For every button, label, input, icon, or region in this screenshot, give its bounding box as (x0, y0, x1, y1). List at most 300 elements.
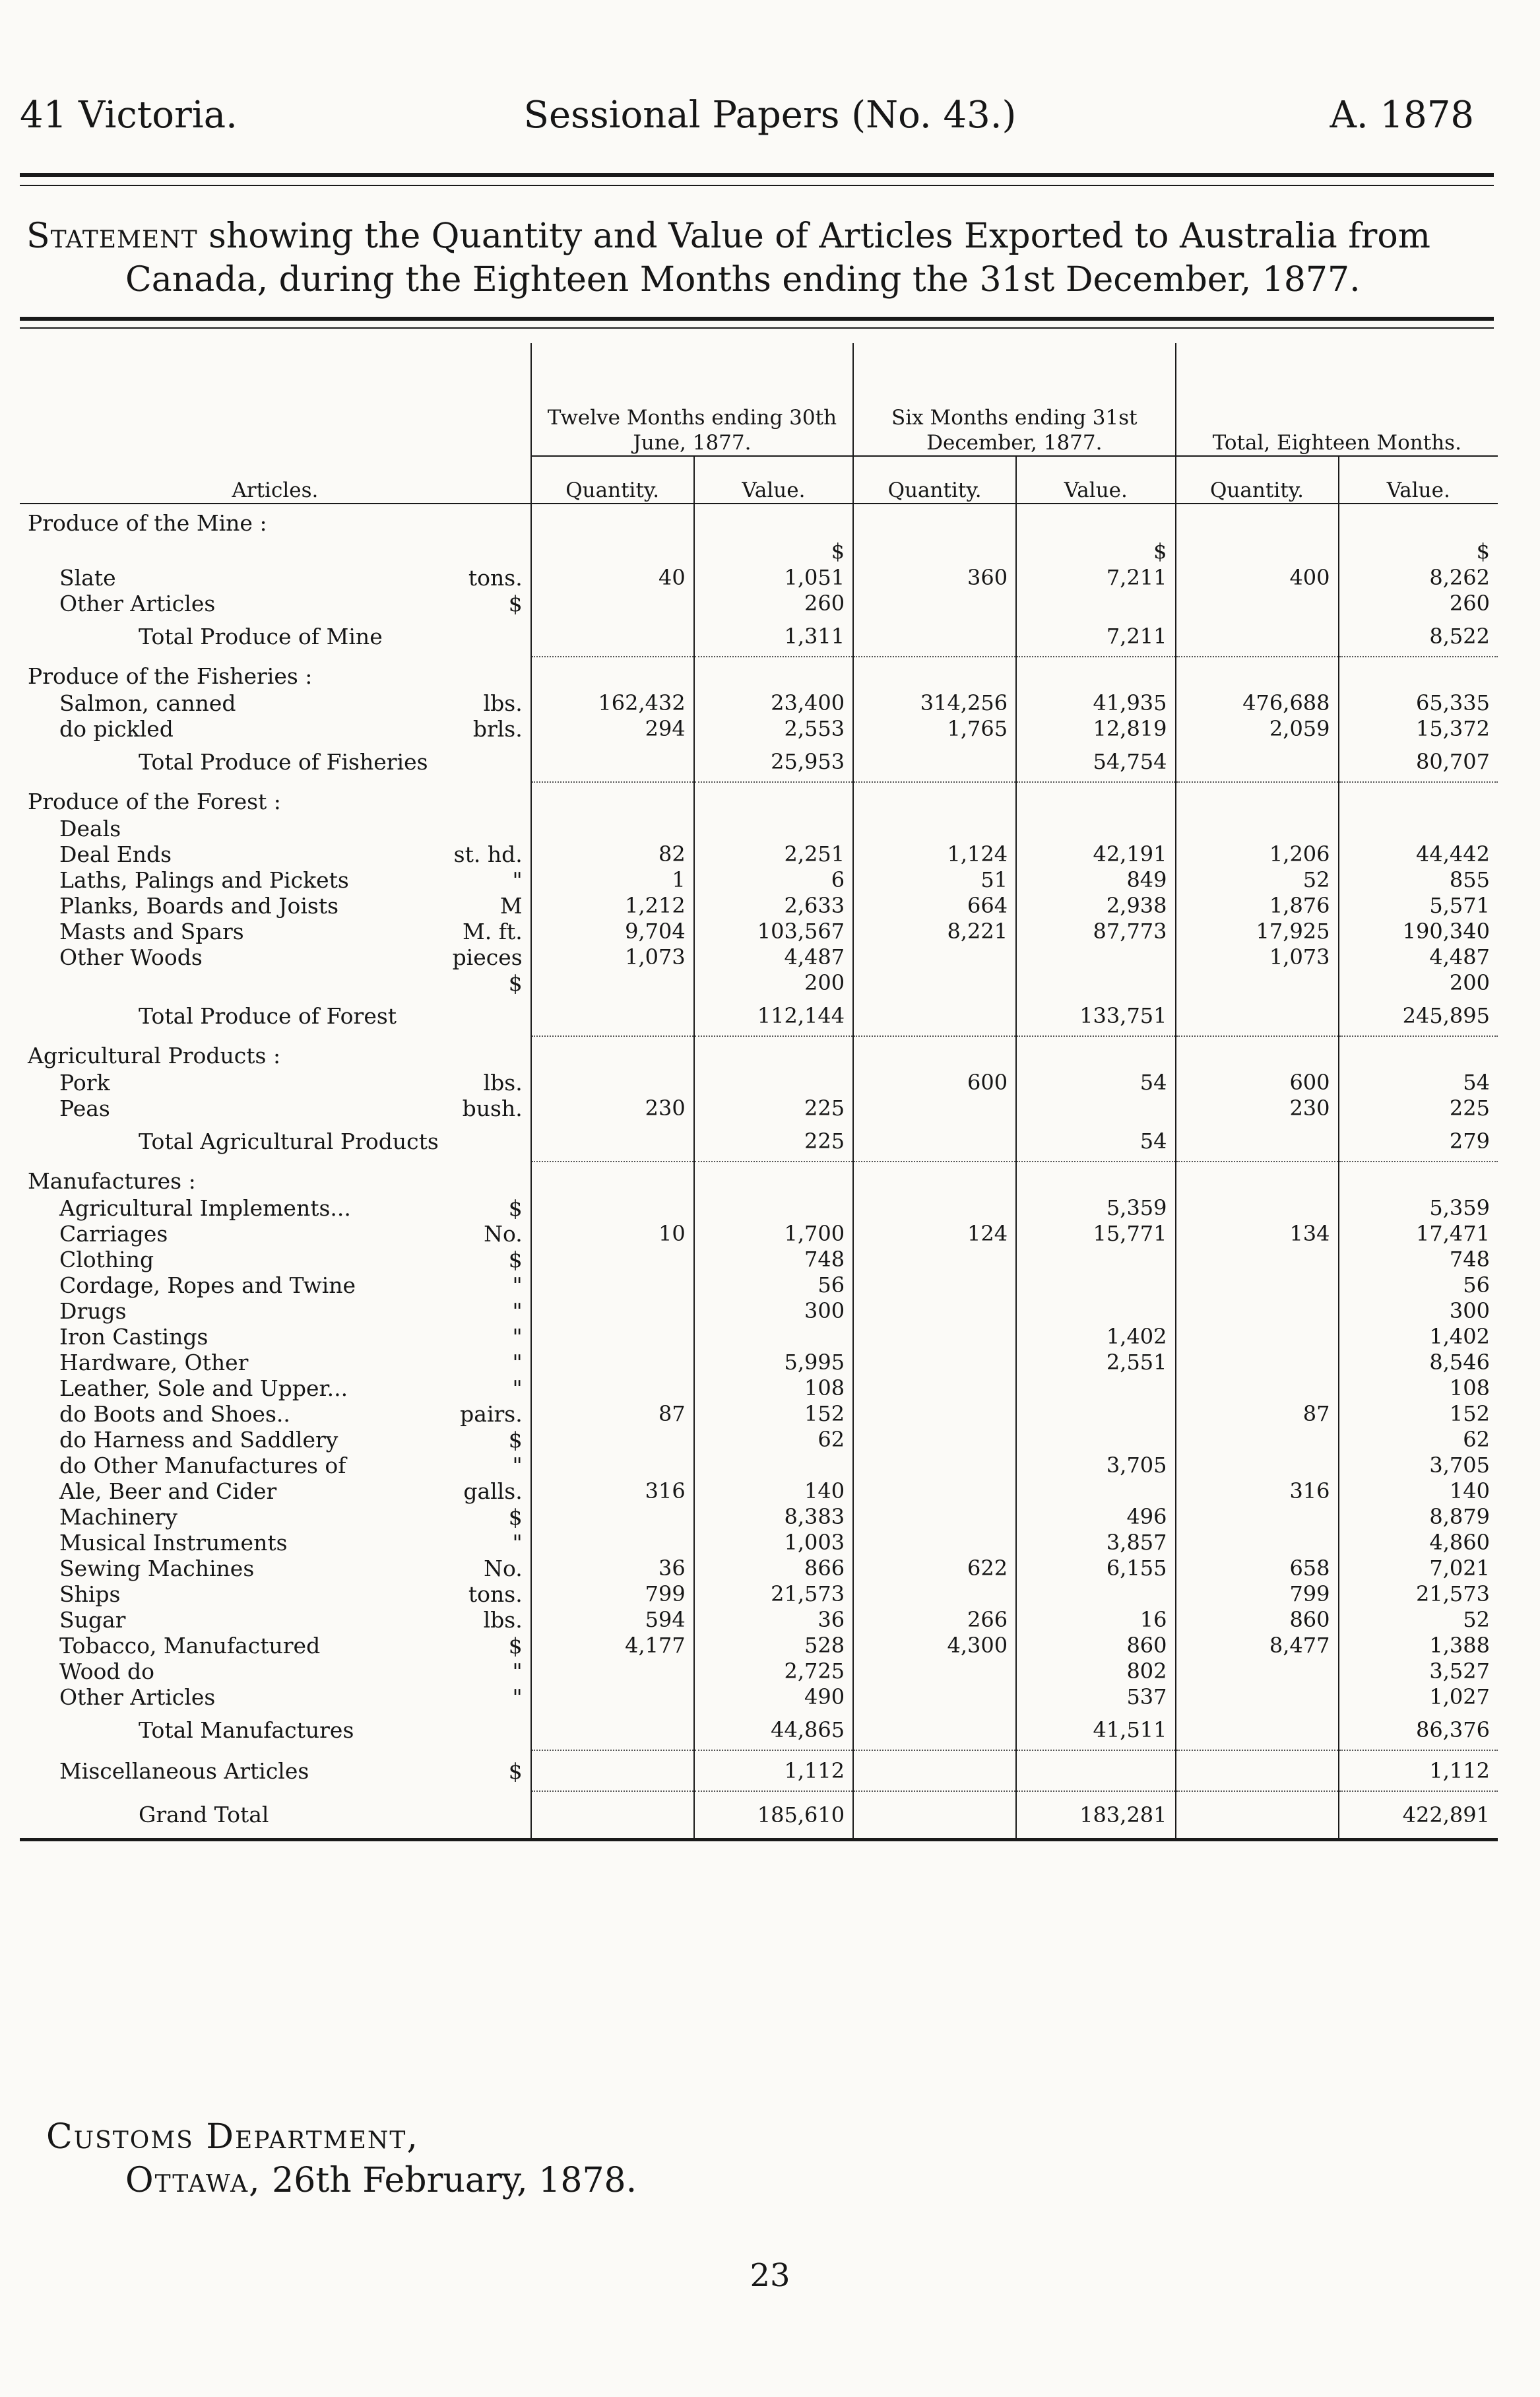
table-row (20, 716, 1498, 742)
article-cell (20, 616, 531, 657)
value-cell: 140 (1339, 1478, 1498, 1504)
value-cell (694, 1453, 853, 1478)
value-cell: 52 (1339, 1607, 1498, 1633)
quantity-cell (1176, 591, 1339, 616)
quantity-cell: 36 (531, 1556, 694, 1581)
quantity-cell (531, 537, 694, 565)
article-label: Miscellaneous Articles (59, 1758, 309, 1784)
quantity-cell (853, 1247, 1016, 1272)
value-cell: 225 (694, 1096, 853, 1121)
article-cell (20, 893, 531, 919)
article-label: Hardware, Other (59, 1350, 249, 1375)
value-cell: 3,705 (1016, 1453, 1175, 1478)
quantity-cell (1176, 1427, 1339, 1453)
value-cell: 490 (694, 1684, 853, 1710)
value-cell (694, 504, 853, 537)
table-row (20, 1453, 1498, 1478)
quantity-cell (853, 537, 1016, 565)
unit-label: " (512, 1272, 523, 1298)
quantity-cell: 266 (853, 1607, 1016, 1633)
quantity-cell: 1,206 (1176, 841, 1339, 867)
quantity-header: Quantity. (531, 456, 694, 504)
quantity-cell (531, 1298, 694, 1324)
article-label: Total Agricultural Products (139, 1129, 439, 1154)
value-cell: 855 (1339, 867, 1498, 893)
quantity-cell: 124 (853, 1221, 1016, 1247)
quantity-cell: 799 (531, 1581, 694, 1607)
value-cell: 16 (1016, 1607, 1175, 1633)
unit-label: $ (508, 970, 523, 996)
value-cell: 1,388 (1339, 1633, 1498, 1658)
value-cell: 1,311 (694, 616, 853, 657)
quantity-cell (531, 996, 694, 1036)
article-cell (20, 591, 531, 616)
value-cell (1016, 970, 1175, 996)
value-cell (1339, 657, 1498, 690)
value-cell (1339, 816, 1498, 841)
quantity-cell: 8,477 (1176, 1633, 1339, 1658)
unit-label: $ (508, 1195, 523, 1221)
quantity-cell (853, 1401, 1016, 1427)
value-cell: 4,487 (1339, 944, 1498, 970)
article-cell (20, 1504, 531, 1530)
quantity-cell (531, 1247, 694, 1272)
article-cell (20, 1684, 531, 1710)
quantity-cell: 51 (853, 867, 1016, 893)
value-cell: 152 (1339, 1401, 1498, 1427)
unit-label: M (499, 893, 523, 919)
quantity-cell (853, 1658, 1016, 1684)
quantity-cell (1176, 742, 1339, 782)
quantity-cell (1176, 1298, 1339, 1324)
unit-label: st. hd. (453, 841, 523, 867)
unit-label: lbs. (483, 690, 523, 716)
article-label: Grand Total (139, 1802, 269, 1827)
quantity-cell (853, 970, 1016, 996)
value-cell: 65,335 (1339, 690, 1498, 716)
quantity-cell (853, 1791, 1016, 1840)
value-cell (1339, 1162, 1498, 1195)
article-cell (20, 867, 531, 893)
quantity-cell: 87 (1176, 1401, 1339, 1427)
article-cell (20, 1298, 531, 1324)
article-label: Produce of the Mine : (28, 510, 267, 536)
article-cell (20, 1272, 531, 1298)
unit-label: pieces (452, 944, 523, 970)
value-cell: 54,754 (1016, 742, 1175, 782)
table-row (20, 565, 1498, 591)
value-cell: 7,211 (1016, 616, 1175, 657)
quantity-cell (531, 1427, 694, 1453)
quantity-cell: 1,124 (853, 841, 1016, 867)
table-row (20, 1581, 1498, 1607)
value-cell: 21,573 (694, 1581, 853, 1607)
value-cell: 56 (694, 1272, 853, 1298)
value-cell: 1,700 (694, 1221, 853, 1247)
value-cell (1016, 1247, 1175, 1272)
value-cell: 2,938 (1016, 893, 1175, 919)
quantity-cell (1176, 1453, 1339, 1478)
value-cell: 2,553 (694, 716, 853, 742)
unit-label: " (512, 1684, 523, 1710)
value-cell: 41,511 (1016, 1710, 1175, 1750)
value-cell: 225 (1339, 1096, 1498, 1121)
value-cell: 140 (694, 1478, 853, 1504)
running-header (0, 92, 1540, 152)
quantity-cell (1176, 1710, 1339, 1750)
value-cell: 21,573 (1339, 1581, 1498, 1607)
table-row (20, 1607, 1498, 1633)
quantity-cell (853, 1453, 1016, 1478)
article-label: Wood do (59, 1658, 155, 1684)
value-cell (1016, 1581, 1175, 1607)
unit-label: galls. (463, 1478, 523, 1504)
unit-label: M. ft. (462, 919, 523, 944)
header-rule (20, 173, 1494, 177)
value-cell: 802 (1016, 1658, 1175, 1684)
quantity-cell (531, 1504, 694, 1530)
article-cell (20, 1453, 531, 1478)
value-cell (1016, 1162, 1175, 1195)
value-cell (1339, 504, 1498, 537)
article-cell (20, 1530, 531, 1556)
quantity-cell (1176, 1162, 1339, 1195)
section-row (20, 657, 1498, 690)
quantity-header: Quantity. (853, 456, 1016, 504)
value-cell: 5,995 (694, 1350, 853, 1375)
quantity-cell: 316 (531, 1478, 694, 1504)
quantity-cell (1176, 1750, 1339, 1791)
value-cell: 54 (1016, 1121, 1175, 1162)
article-cell (20, 1324, 531, 1350)
article-label: Tobacco, Manufactured (59, 1633, 321, 1658)
quantity-cell: 360 (853, 565, 1016, 591)
section-row (20, 1036, 1498, 1070)
quantity-cell (531, 504, 694, 537)
table-row (20, 1401, 1498, 1427)
value-cell: 6,155 (1016, 1556, 1175, 1581)
value-cell (694, 657, 853, 690)
value-cell: 80,707 (1339, 742, 1498, 782)
unit-label: $ (508, 591, 523, 616)
article-label: Deals (59, 816, 121, 841)
value-cell: 2,725 (694, 1658, 853, 1684)
value-cell (694, 1036, 853, 1070)
quantity-cell (1176, 1791, 1339, 1840)
quantity-cell: 82 (531, 841, 694, 867)
value-cell: 1,027 (1339, 1684, 1498, 1710)
value-cell: 54 (1339, 1070, 1498, 1096)
quantity-cell (531, 1195, 694, 1221)
article-label: Total Produce of Mine (139, 624, 383, 649)
article-cell (20, 1791, 531, 1840)
unit-label: " (512, 867, 523, 893)
quantity-cell (853, 1036, 1016, 1070)
quantity-cell: 658 (1176, 1556, 1339, 1581)
value-cell: 537 (1016, 1684, 1175, 1710)
table-row (20, 690, 1498, 716)
article-label: Produce of the Fisheries : (28, 663, 313, 689)
quantity-cell: 1,073 (1176, 944, 1339, 970)
header-year: A. 1878 (1330, 94, 1474, 137)
article-cell (20, 1096, 531, 1121)
value-cell (694, 816, 853, 841)
quantity-cell (853, 1298, 1016, 1324)
quantity-cell: 230 (1176, 1096, 1339, 1121)
value-cell (1016, 816, 1175, 841)
value-cell: 1,112 (1339, 1750, 1498, 1791)
quantity-cell (853, 816, 1016, 841)
quantity-cell (853, 944, 1016, 970)
value-cell (694, 1195, 853, 1221)
quantity-cell (853, 1162, 1016, 1195)
value-cell (1016, 1272, 1175, 1298)
table-row (20, 816, 1498, 841)
value-cell: 6 (694, 867, 853, 893)
article-cell (20, 1607, 531, 1633)
page-number: 23 (750, 2257, 790, 2294)
quantity-cell (853, 1375, 1016, 1401)
article-label: Pork (59, 1070, 110, 1096)
value-cell (1016, 1427, 1175, 1453)
value-cell: 2,633 (694, 893, 853, 919)
article-label: do pickled (59, 716, 174, 742)
article-label: Deal Ends (59, 841, 172, 867)
quantity-cell (531, 1070, 694, 1096)
value-cell: 1,402 (1016, 1324, 1175, 1350)
unit-label: tons. (468, 565, 523, 591)
value-header: Value. (694, 456, 853, 504)
article-cell (20, 565, 531, 591)
value-cell: $ (1339, 537, 1498, 565)
statement-title (26, 214, 1491, 302)
quantity-cell: 52 (1176, 867, 1339, 893)
article-label: Other Articles (59, 1684, 216, 1710)
table-row (20, 1684, 1498, 1710)
table-row (20, 1530, 1498, 1556)
value-cell: 62 (694, 1427, 853, 1453)
value-cell: 183,281 (1016, 1791, 1175, 1840)
article-label: Agricultural Implements... (59, 1195, 351, 1221)
quantity-cell (531, 1036, 694, 1070)
article-label: Masts and Spars (59, 919, 244, 944)
quantity-cell (531, 1272, 694, 1298)
unit-label: " (512, 1350, 523, 1375)
title-line-2: Canada, during the Eighteen Months ending the 31st December, 1877. (125, 260, 1361, 300)
value-cell: 41,935 (1016, 690, 1175, 716)
value-cell: 200 (1339, 970, 1498, 996)
total-row (20, 616, 1498, 657)
quantity-cell: 17,925 (1176, 919, 1339, 944)
article-cell (20, 1070, 531, 1096)
value-cell: 300 (694, 1298, 853, 1324)
article-label: Total Produce of Forest (139, 1003, 397, 1029)
quantity-cell (531, 591, 694, 616)
quantity-cell (853, 1121, 1016, 1162)
unit-label: " (512, 1298, 523, 1324)
value-cell (694, 1070, 853, 1096)
value-cell: 3,705 (1339, 1453, 1498, 1478)
value-cell: 200 (694, 970, 853, 996)
value-cell (694, 782, 853, 816)
table-row (20, 1096, 1498, 1121)
value-cell (694, 1324, 853, 1350)
quantity-cell (853, 504, 1016, 537)
title-rule (20, 317, 1494, 321)
article-cell (20, 1350, 531, 1375)
value-cell: 87,773 (1016, 919, 1175, 944)
quantity-cell (853, 616, 1016, 657)
value-cell (1339, 1036, 1498, 1070)
total-row (20, 996, 1498, 1036)
table-row (20, 1350, 1498, 1375)
value-cell: 86,376 (1339, 1710, 1498, 1750)
value-cell: 36 (694, 1607, 853, 1633)
place-date (46, 2159, 637, 2202)
value-cell: 422,891 (1339, 1791, 1498, 1840)
value-cell: 866 (694, 1556, 853, 1581)
table-row (20, 1298, 1498, 1324)
table-row (20, 591, 1498, 616)
value-cell: 7,021 (1339, 1556, 1498, 1581)
value-cell: 112,144 (694, 996, 853, 1036)
quantity-cell (1176, 1247, 1339, 1272)
quantity-cell (531, 1750, 694, 1791)
table-row (20, 1375, 1498, 1401)
quantity-cell (1176, 1272, 1339, 1298)
value-cell: $ (1016, 537, 1175, 565)
quantity-cell (531, 1375, 694, 1401)
signature-block (46, 2115, 637, 2202)
quantity-cell (853, 1750, 1016, 1791)
quantity-cell: 1 (531, 867, 694, 893)
quantity-cell: 1,876 (1176, 893, 1339, 919)
quantity-cell (1176, 1324, 1339, 1350)
quantity-cell: 9,704 (531, 919, 694, 944)
article-label: Planks, Boards and Joists (59, 893, 339, 919)
title-line-1: showing the Quantity and Value of Articles Exported to Australia from (209, 216, 1430, 256)
quantity-cell: 1,073 (531, 944, 694, 970)
article-cell (20, 970, 531, 996)
quantity-cell: 10 (531, 1221, 694, 1247)
article-cell (20, 1581, 531, 1607)
article-label: Cordage, Ropes and Twine (59, 1272, 356, 1298)
quantity-cell (853, 657, 1016, 690)
article-label: Peas (59, 1096, 110, 1121)
article-label: Total Produce of Fisheries (139, 749, 428, 775)
value-cell: 300 (1339, 1298, 1498, 1324)
table-row (20, 841, 1498, 867)
unit-label: tons. (468, 1581, 523, 1607)
unit-label: " (512, 1453, 523, 1478)
quantity-cell (853, 1096, 1016, 1121)
value-cell (1016, 944, 1175, 970)
value-cell: 860 (1016, 1633, 1175, 1658)
value-cell: 496 (1016, 1504, 1175, 1530)
quantity-cell: 799 (1176, 1581, 1339, 1607)
quantity-cell: 87 (531, 1401, 694, 1427)
article-cell (20, 1162, 531, 1195)
value-cell: 5,571 (1339, 893, 1498, 919)
value-cell: 1,402 (1339, 1324, 1498, 1350)
article-cell (20, 1036, 531, 1070)
table-row (20, 1633, 1498, 1658)
article-cell (20, 841, 531, 867)
table-row (20, 1070, 1498, 1096)
department-name: Customs Department, (46, 2117, 419, 2157)
article-label: Ale, Beer and Cider (59, 1478, 277, 1504)
quantity-cell (853, 1581, 1016, 1607)
value-cell (1016, 1036, 1175, 1070)
article-cell (20, 1750, 531, 1791)
value-cell (1016, 1096, 1175, 1121)
value-cell: 15,771 (1016, 1221, 1175, 1247)
article-label: Agricultural Products : (28, 1043, 281, 1068)
unit-label: $ (508, 1247, 523, 1272)
value-cell: 44,865 (694, 1710, 853, 1750)
table-row (20, 1504, 1498, 1530)
article-cell (20, 996, 531, 1036)
grand-total-row (20, 1791, 1498, 1840)
quantity-cell (853, 1504, 1016, 1530)
value-cell: 44,442 (1339, 841, 1498, 867)
value-cell: 56 (1339, 1272, 1498, 1298)
value-cell: 849 (1016, 867, 1175, 893)
article-cell (20, 1710, 531, 1750)
total-row (20, 1121, 1498, 1162)
article-label: Leather, Sole and Upper... (59, 1375, 348, 1401)
value-cell (1016, 1478, 1175, 1504)
table-row (20, 1478, 1498, 1504)
value-header: Value. (1339, 456, 1498, 504)
table-row (20, 1272, 1498, 1298)
article-label: Laths, Palings and Pickets (59, 867, 349, 893)
article-label: Machinery (59, 1504, 177, 1530)
quantity-cell (1176, 782, 1339, 816)
quantity-cell (853, 996, 1016, 1036)
quantity-cell (853, 1427, 1016, 1453)
articles-header: Articles. (20, 343, 531, 504)
article-label: Produce of the Forest : (28, 789, 281, 814)
quantity-cell: 600 (1176, 1070, 1339, 1096)
quantity-cell (853, 742, 1016, 782)
article-cell (20, 1401, 531, 1427)
value-cell: 4,487 (694, 944, 853, 970)
quantity-cell (531, 782, 694, 816)
twelve-months-header: Twelve Months ending 30th June, 1877. (531, 343, 853, 456)
quantity-cell (1176, 657, 1339, 690)
section-row (20, 1162, 1498, 1195)
quantity-cell: 40 (531, 565, 694, 591)
quantity-cell: 664 (853, 893, 1016, 919)
quantity-cell: 294 (531, 716, 694, 742)
article-cell (20, 1556, 531, 1581)
table-row (20, 919, 1498, 944)
quantity-cell (531, 1791, 694, 1840)
value-cell: 185,610 (694, 1791, 853, 1840)
value-cell: 4,860 (1339, 1530, 1498, 1556)
quantity-cell (1176, 1658, 1339, 1684)
value-cell: 152 (694, 1401, 853, 1427)
quantity-cell (531, 1710, 694, 1750)
quantity-cell: 622 (853, 1556, 1016, 1581)
table-row (20, 1324, 1498, 1350)
value-cell: 12,819 (1016, 716, 1175, 742)
value-cell: 133,751 (1016, 996, 1175, 1036)
table-row (20, 1427, 1498, 1453)
table-row (20, 1247, 1498, 1272)
article-cell (20, 1478, 531, 1504)
